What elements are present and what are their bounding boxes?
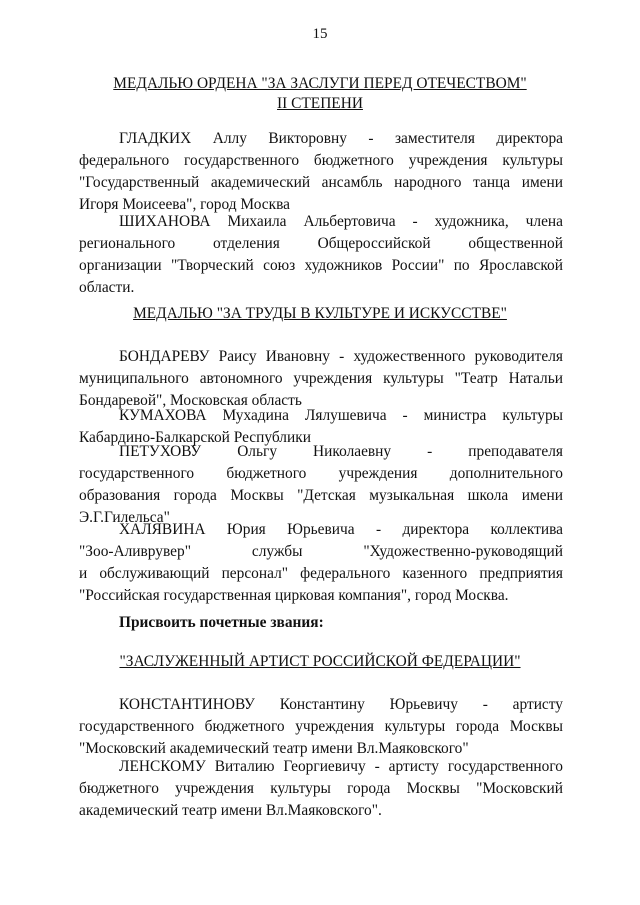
entry-line: ПЕТУХОВУ Ольгу Николаевну - преподавателя [119,443,563,460]
section1-heading-line2: II СТЕПЕНИ [277,95,363,112]
entry-line: "Зоо-Аливрувер" службы "Художественно-руководящий [79,543,563,560]
entry-line: Бондаревой", Московская область [79,392,302,409]
entry-line: КУМАХОВА Мухадина Лялушевича - министра культуры [119,407,563,424]
award-entry-konstantinov [79,694,563,760]
entry-line: КОНСТАНТИНОВУ Константину Юрьевичу - артисту [119,696,563,713]
entry-line: Э.Г.Гилельса" [79,509,170,526]
entry-line: государственного бюджетного учреждения дополнительного [79,465,563,482]
entry-line: "Московский академический театр имени Вл.Маяковского" [79,740,469,757]
section1-heading-line1: МЕДАЛЬЮ ОРДЕНА "ЗА ЗАСЛУГИ ПЕРЕД ОТЕЧЕСТВОМ" [113,75,527,92]
award-entry-petukhova [79,441,563,529]
entry-line: ЛЕНСКОМУ Виталию Георгиевичу - артисту государственного [119,758,563,775]
section2-heading-text: МЕДАЛЬЮ "ЗА ТРУДЫ В КУЛЬТУРЕ И ИСКУССТВЕ" [133,305,507,322]
award-entry-shikhanov [79,211,563,299]
entry-line: академический театр имени Вл.Маяковского". [79,802,382,819]
entry-line: и обслуживающий персонал" федерального казенного предприятия [79,565,563,582]
section2-heading [60,304,580,324]
entry-line: "Российская государственная цирковая компания", город Москва. [79,587,509,604]
entry-line: ГЛАДКИХ Аллу Викторовну - заместителя директора [119,130,563,147]
award-entry-gladkikh [79,128,563,216]
entry-line: бюджетного учреждения культуры города Москвы "Московский [79,780,563,797]
section1-heading [60,74,580,114]
entry-line: муниципального автономного учреждения культуры "Театр Натальи [79,370,563,387]
page-number: 15 [312,26,328,42]
entry-line: государственного бюджетного учреждения культуры города Москвы [79,718,563,735]
entry-line: "Государственный академический ансамбль народного танца имени [79,174,563,191]
award-entry-bondareva [79,346,563,412]
entry-line: БОНДАРЕВУ Раису Ивановну - художественного руководителя [119,348,563,365]
entry-line: ХАЛЯВИНА Юрия Юрьевича - директора коллектива [119,521,563,538]
entry-line: Кабардино-Балкарской Республики [79,429,311,446]
entry-line: области. [79,279,135,296]
assign-titles-heading: Присвоить почетные звания: [119,614,324,631]
entry-line: образования города Москвы "Детская музыкальная школа имени [79,487,563,504]
entry-line: регионального отделения Общероссийской общественной [79,235,563,252]
entry-line: Игоря Моисеева", город Москва [79,196,290,213]
entry-line: федерального государственного бюджетного учреждения культуры [79,152,563,169]
section3-heading-text: "ЗАСЛУЖЕННЫЙ АРТИСТ РОССИЙСКОЙ ФЕДЕРАЦИИ" [119,653,521,670]
entry-line: организации "Творческий союз художников России" по Ярославской [79,257,563,274]
section3-heading [60,652,580,672]
award-entry-lensky [79,756,563,822]
entry-line: ШИХАНОВА Михаила Альбертовича - художника, члена [119,213,563,230]
award-entry-khalyavin [79,519,563,607]
